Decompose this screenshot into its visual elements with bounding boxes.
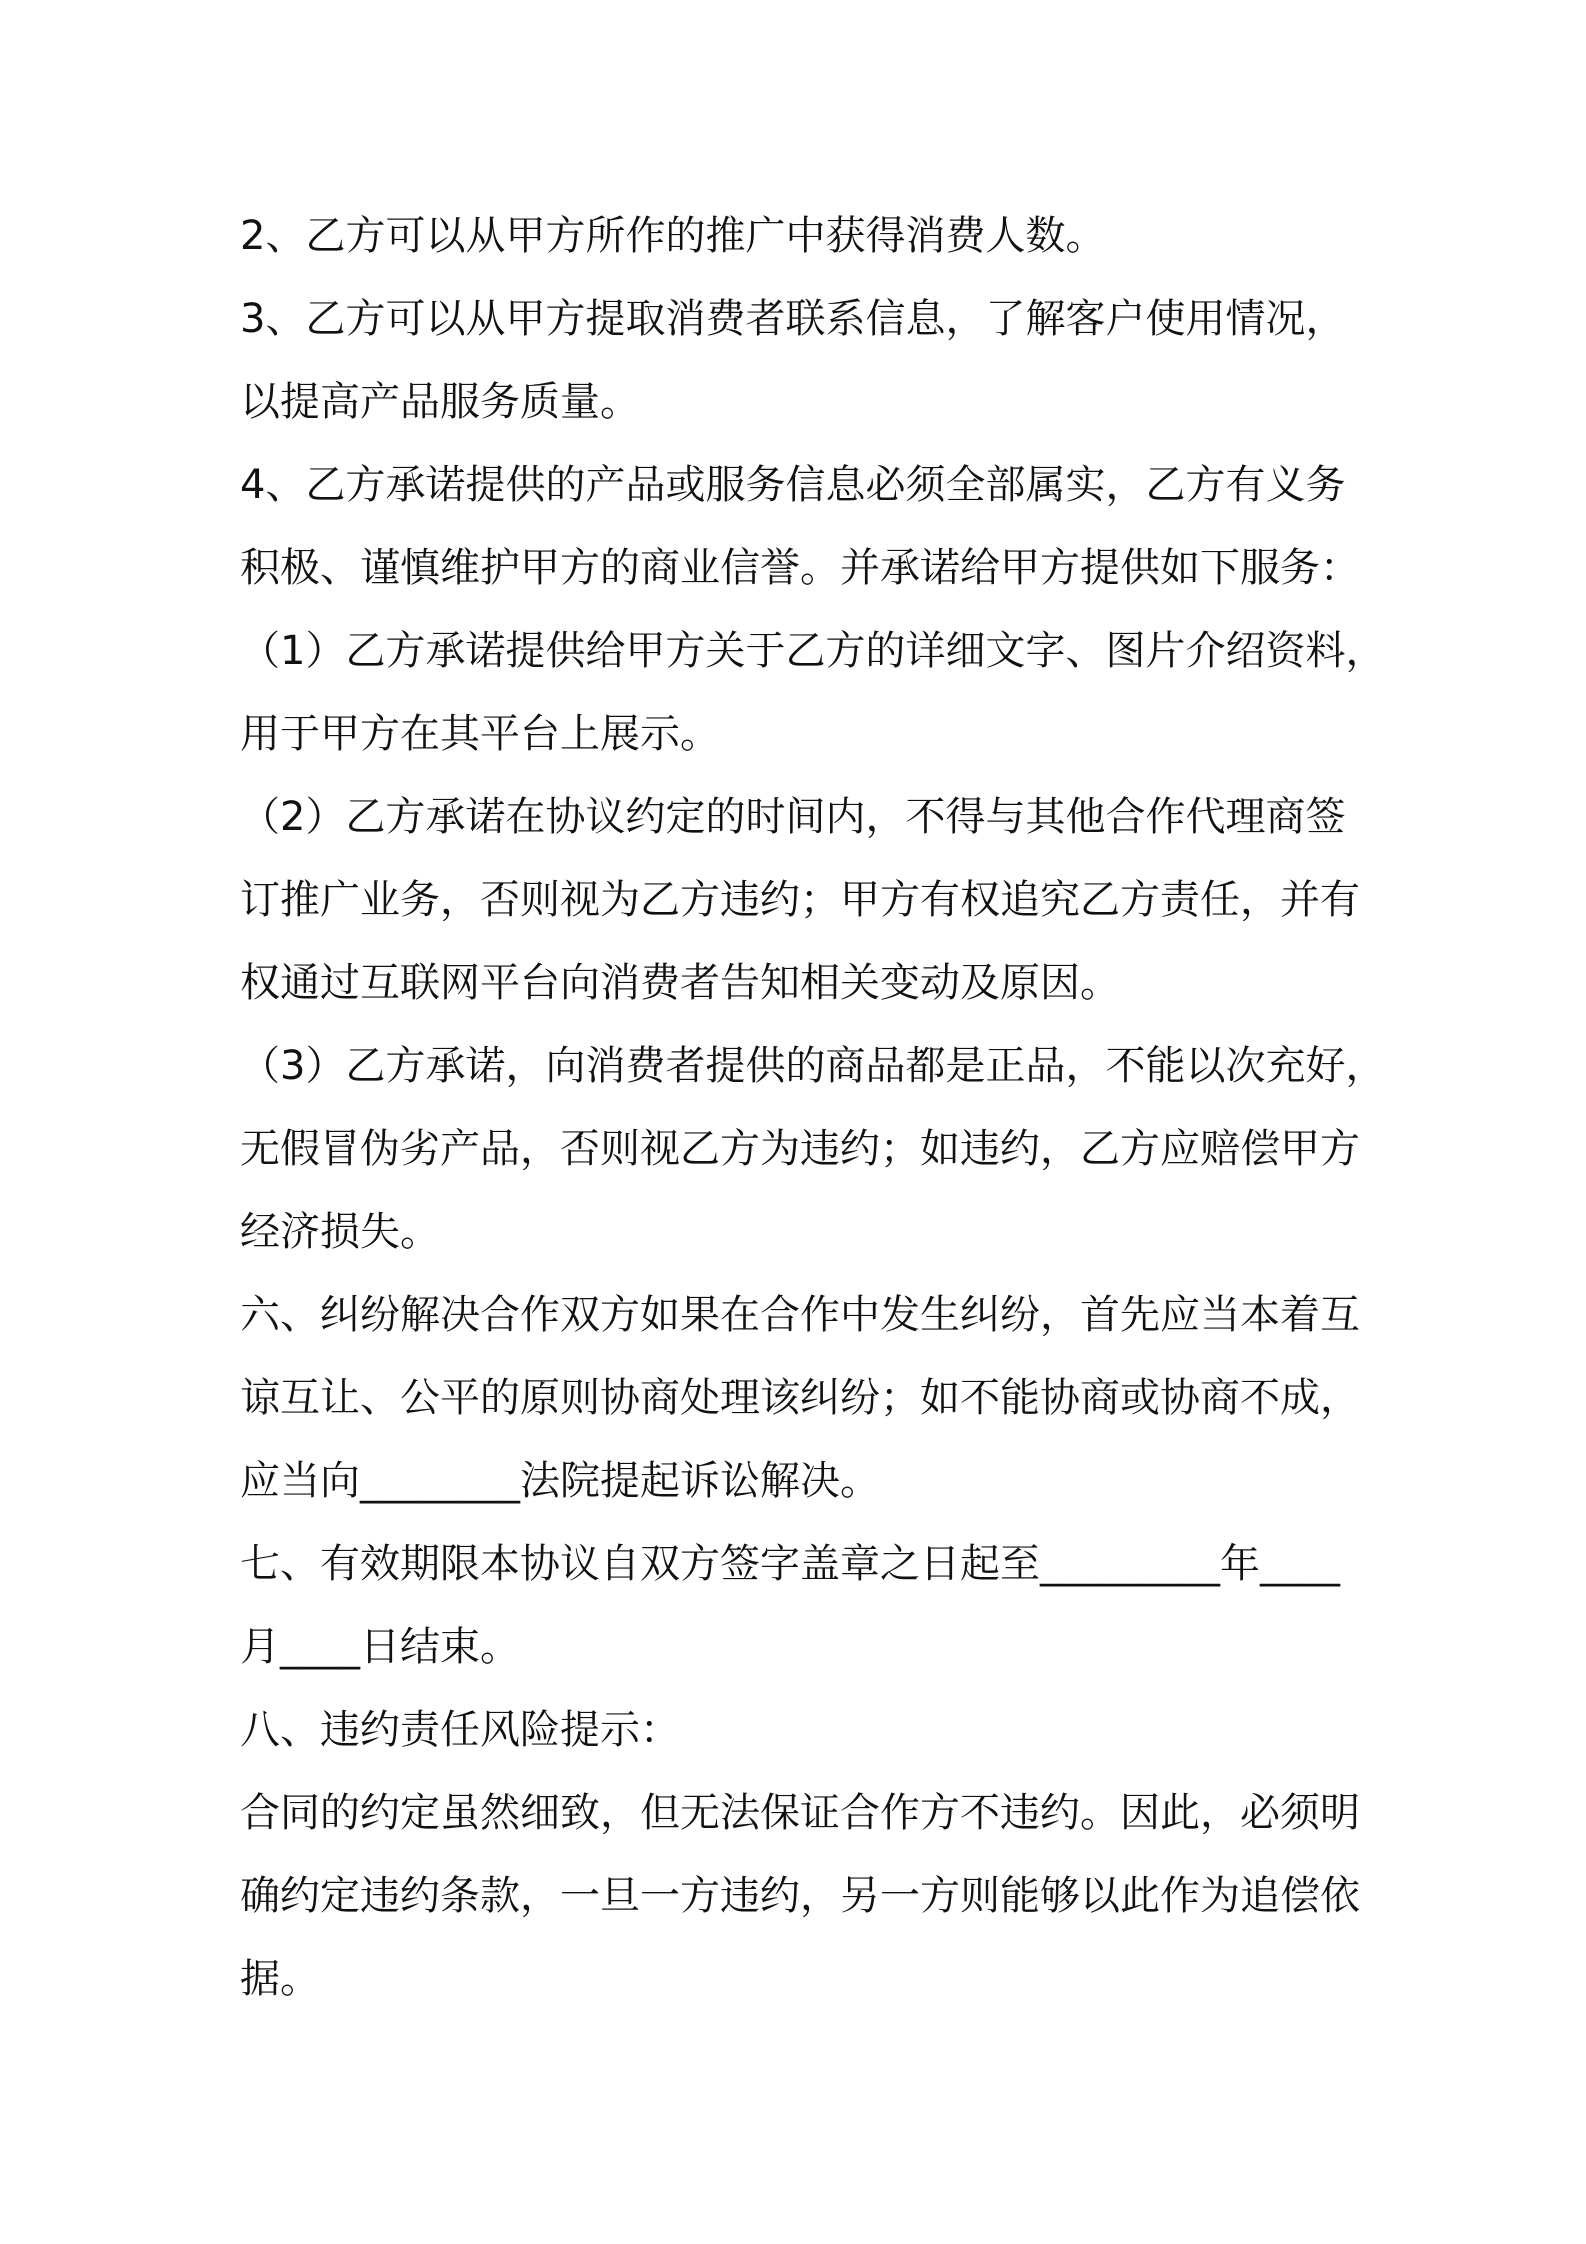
- text-line: （1）乙方承诺提供给甲方关于乙方的详细文字、图片介绍资料，: [240, 628, 1386, 674]
- text-line: 无假冒伪劣产品，否则视乙方为违约；如违约，乙方应赔偿甲方: [240, 1126, 1360, 1172]
- text-line: 八、违约责任风险提示：: [240, 1707, 680, 1753]
- text-line: 3、乙方可以从甲方提取消费者联系信息，了解客户使用情况，: [240, 296, 1346, 342]
- text-line: （2）乙方承诺在协议约定的时间内，不得与其他合作代理商签: [240, 794, 1346, 840]
- text-line: 4、乙方承诺提供的产品或服务信息必须全部属实，乙方有义务: [240, 462, 1346, 508]
- text-line: 经济损失。: [240, 1209, 440, 1255]
- text-line: 谅互让、公平的原则协商处理该纠纷；如不能协商或协商不成，: [240, 1375, 1360, 1421]
- text-line: 月____日结束。: [240, 1624, 520, 1670]
- text-line: （3）乙方承诺，向消费者提供的商品都是正品，不能以次充好，: [240, 1043, 1386, 1089]
- text-line: 确约定违约条款，一旦一方违约，另一方则能够以此作为追偿依: [240, 1873, 1360, 1919]
- text-line: 用于甲方在其平台上展示。: [240, 711, 720, 757]
- text-line: 六、纠纷解决合作双方如果在合作中发生纠纷，首先应当本着互: [240, 1292, 1360, 1338]
- document-body: [240, 195, 1386, 2021]
- text-line: 订推广业务，否则视为乙方违约；甲方有权追究乙方责任，并有: [240, 877, 1360, 923]
- text-line: 应当向________法院提起诉讼解决。: [240, 1458, 880, 1504]
- text-line: 2、乙方可以从甲方所作的推广中获得消费人数。: [240, 213, 1106, 259]
- text-line: 权通过互联网平台向消费者告知相关变动及原因。: [240, 960, 1120, 1006]
- text-line: 积极、谨慎维护甲方的商业信誉。并承诺给甲方提供如下服务：: [240, 545, 1360, 591]
- text-line: 据。: [240, 1956, 320, 2002]
- text-line: 合同的约定虽然细致，但无法保证合作方不违约。因此，必须明: [240, 1790, 1360, 1836]
- text-line: 以提高产品服务质量。: [240, 379, 640, 425]
- text-line: 七、有效期限本协议自双方签字盖章之日起至_________年____: [240, 1541, 1340, 1587]
